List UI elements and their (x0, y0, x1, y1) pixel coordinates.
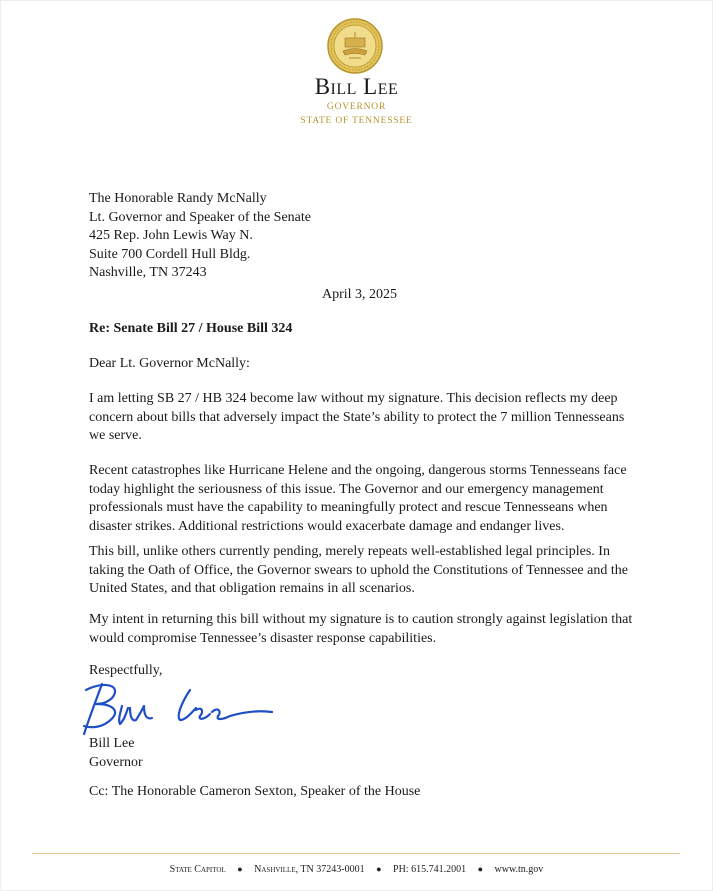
state-title: STATE OF TENNESSEE (300, 116, 413, 126)
salutation: Dear Lt. Governor McNally: (89, 356, 250, 371)
letter-date: April 3, 2025 (322, 287, 398, 302)
footer (0, 864, 713, 875)
signer-title: Governor (89, 754, 143, 770)
body-paragraph-2: Recent catastrophes like Hurricane Helene and the ongoing, dangerous storms Tennesseans face today highlight the seriousness of this issue. The Governor and our emergency management professionals must have the capability to meaningfully protect and rescue Tennesseans when disaster strikes. Additional restrictions would exacerbate damage and endanger lives. (89, 463, 627, 534)
governor-title: GOVERNOR (326, 102, 387, 112)
footer-address-capitol: State Capitol (169, 864, 226, 875)
handwritten-signature (72, 676, 282, 738)
state-seal-icon (327, 18, 383, 74)
recipient-address (89, 190, 311, 283)
recipient-line: The Honorable Randy McNally (89, 191, 267, 206)
governor-name-heading: Bill Lee (314, 74, 399, 99)
signer-name: Bill Lee (89, 736, 135, 751)
footer-address-city: Nashville, TN 37243-0001 (254, 864, 365, 875)
bullet-icon: ● (477, 864, 484, 874)
body-paragraph-3: This bill, unlike others currently pending, merely repeats well-established legal principles. In taking the Oath of Office, the Governor swears to uphold the Constitutions of Tennessee and the United States, and that obligation remains in all scenarios. (89, 544, 628, 596)
bullet-icon: ● (376, 864, 382, 874)
footer-website[interactable]: www.tn.gov (494, 864, 544, 875)
recipient-line: Suite 700 Cordell Hull Bldg. (89, 246, 251, 262)
cc-line: Cc: The Honorable Cameron Sexton, Speaker of the House (89, 784, 421, 799)
signer-block (89, 735, 143, 772)
closing: Respectfully, (89, 663, 163, 678)
recipient-line: Lt. Governor and Speaker of the Senate (89, 209, 311, 225)
recipient-line: 425 Rep. John Lewis Way N. (89, 228, 253, 243)
subject-line: Re: Senate Bill 27 / House Bill 324 (89, 321, 293, 336)
recipient-line: Nashville, TN 37243 (89, 265, 207, 280)
body-paragraph-4: My intent in returning this bill without my signature is to caution strongly against legislation that would compromise Tennessee’s disaster response capabilities. (89, 612, 633, 646)
footer-phone: PH: 615.741.2001 (393, 864, 467, 875)
body-paragraph-1: I am letting SB 27 / HB 324 become law without my signature. This decision reflects my deep concern about bills that adversely impact the State’s ability to protect the 7 million Tennesseans we serve. (89, 391, 625, 443)
footer-divider (32, 853, 680, 854)
bullet-icon: ● (237, 864, 243, 874)
